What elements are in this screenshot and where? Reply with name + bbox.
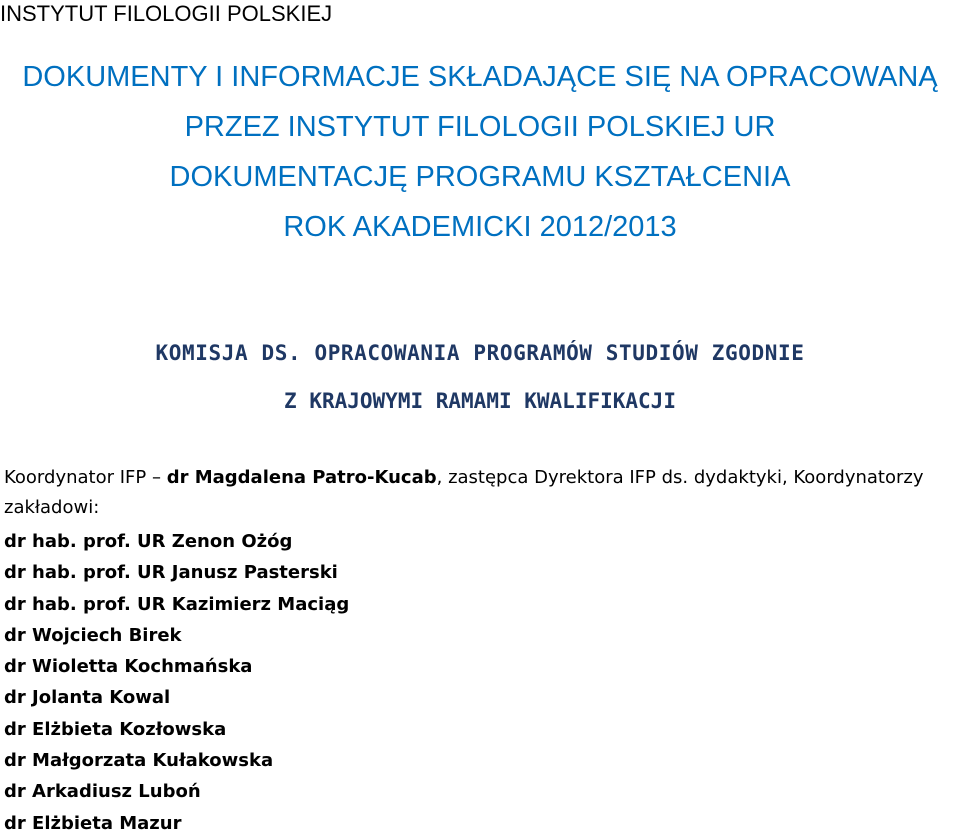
coordinator-suffix: , zastępca Dyrektora IFP ds. dydaktyki, Koordynatorzy zakładowi: — [4, 467, 924, 518]
document-title — [0, 60, 960, 260]
institute-name: INSTYTUT FILOLOGII POLSKIEJ — [0, 1, 333, 26]
title-line-2: PRZEZ INSTYTUT FILOLOGII POLSKIEJ UR — [184, 111, 776, 143]
committee-heading — [0, 335, 960, 431]
list-item: dr hab. prof. UR Kazimierz Maciąg — [4, 593, 350, 615]
committee-line-1: KOMISJA DS. OPRACOWANIA PROGRAMÓW STUDIÓW ZGODNIE — [155, 341, 805, 365]
title-line-4: ROK AKADEMICKI 2012/2013 — [283, 211, 677, 243]
coordinator-name: dr Magdalena Patro-Kucab — [166, 467, 437, 488]
list-item: dr Wojciech Birek — [4, 624, 182, 646]
members-list — [4, 526, 349, 839]
coordinator-paragraph — [4, 463, 954, 523]
title-line-3: DOKUMENTACJĘ PROGRAMU KSZTAŁCENIA — [169, 161, 791, 193]
list-item: dr hab. prof. UR Janusz Pasterski — [4, 562, 338, 584]
list-item: dr Arkadiusz Luboń — [4, 781, 201, 803]
list-item: dr Małgorzata Kułakowska — [4, 750, 274, 772]
coordinator-prefix: Koordynator IFP – — [4, 467, 167, 488]
committee-line-2: Z KRAJOWYMI RAMAMI KWALIFIKACJI — [284, 389, 676, 413]
list-item: dr Wioletta Kochmańska — [4, 656, 253, 678]
list-item: dr hab. prof. UR Zenon Ożóg — [4, 531, 293, 552]
list-item: dr Jolanta Kowal — [4, 687, 171, 709]
title-line-1: DOKUMENTY I INFORMACJE SKŁADAJĄCE SIĘ NA OPRACOWANĄ — [22, 61, 938, 93]
list-item: dr Elżbieta Mazur — [4, 812, 182, 834]
list-item: dr Elżbieta Kozłowska — [4, 718, 227, 740]
